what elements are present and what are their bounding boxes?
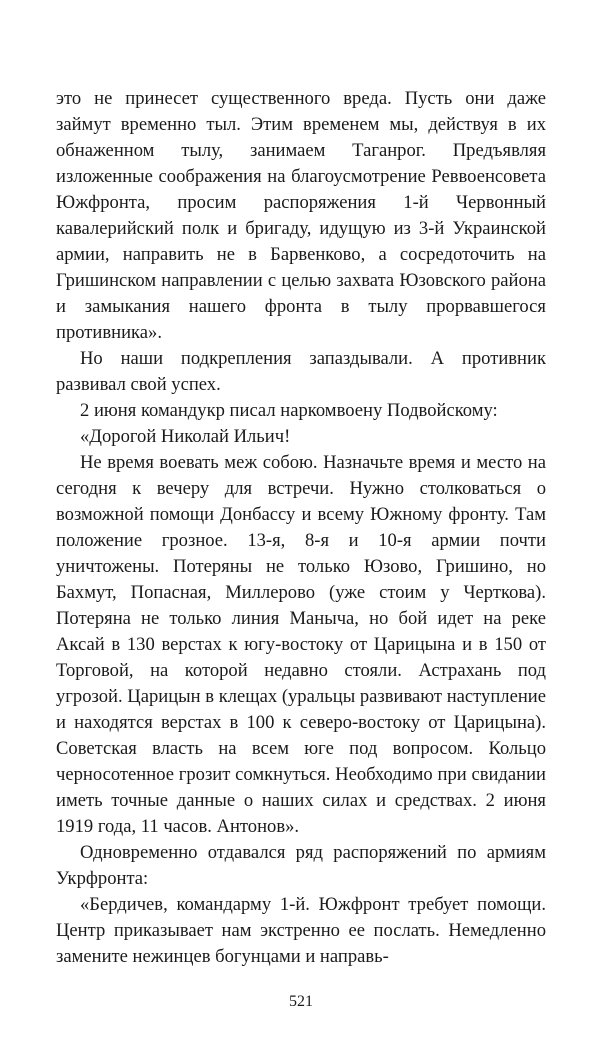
page-number: 521 (289, 993, 313, 1010)
paragraph: Но наши подкрепления запаздывали. А противник развивал свой успех. (56, 348, 546, 395)
paragraph: 2 июня командукр писал наркомвоену Подвойскому: (80, 400, 498, 421)
paragraph-continuation: это не принесет существенного вреда. Пусть они даже займут временно тыл. Этим временем мы, действуя в их обнаженном тылу, занимаем Таганрог. Предъявляя изложенные соображения на благоусмотрение Реввоенсовета Южфронта, просим распоряжения 1-й Червонный кавалерийский полк и бригаду, идущую из 3-й Украинской армии, направить не в Барвенково, а сосредоточить на Гришинском направлении с целью захвата Юзовского района и замыкания нашего фронта в тылу прорвавшегося противника». (56, 88, 546, 343)
book-page (56, 86, 546, 1026)
telegram-paragraph: «Бердичев, командарму 1-й. Южфронт требует помощи. Центр приказывает нам экстренно ее послать. Немедленно замените нежинцев богунцами и направь- (56, 894, 546, 967)
body-text (56, 86, 546, 970)
letter-salutation: «Дорогой Николай Ильич! (80, 426, 291, 447)
paragraph: Одновременно отдавался ряд распоряжений по армиям Укрфронта: (56, 842, 546, 889)
letter-paragraph: Не время воевать меж собою. Назначьте время и место на сегодня к вечеру для встречи. Нужно столковаться о возможной помощи Донбассу и всему Южному фронту. Там положение грозное. 13-я, 8-я и 10-я армии почти уничтожены. Потеряны не только Юзово, Гришино, но Бахмут, Попасная, Миллерово (уже стоим у Черткова). Потеряна не только линия Маныча, но бой идет на реке Аксай в 130 верстах к югу-востоку от Царицына и в 150 от Торговой, на которой недавно стояли. Астрахань под угрозой. Царицын в клещах (уральцы развивают наступление и находятся верстах в 100 к северо-востоку от Царицына). Советская власть на всем юге под вопросом. Кольцо черносотенное грозит сомкнуться. Необходимо при свидании иметь точные данные о наших силах и средствах. 2 июня 1919 года, 11 часов. Антонов». (56, 452, 546, 837)
